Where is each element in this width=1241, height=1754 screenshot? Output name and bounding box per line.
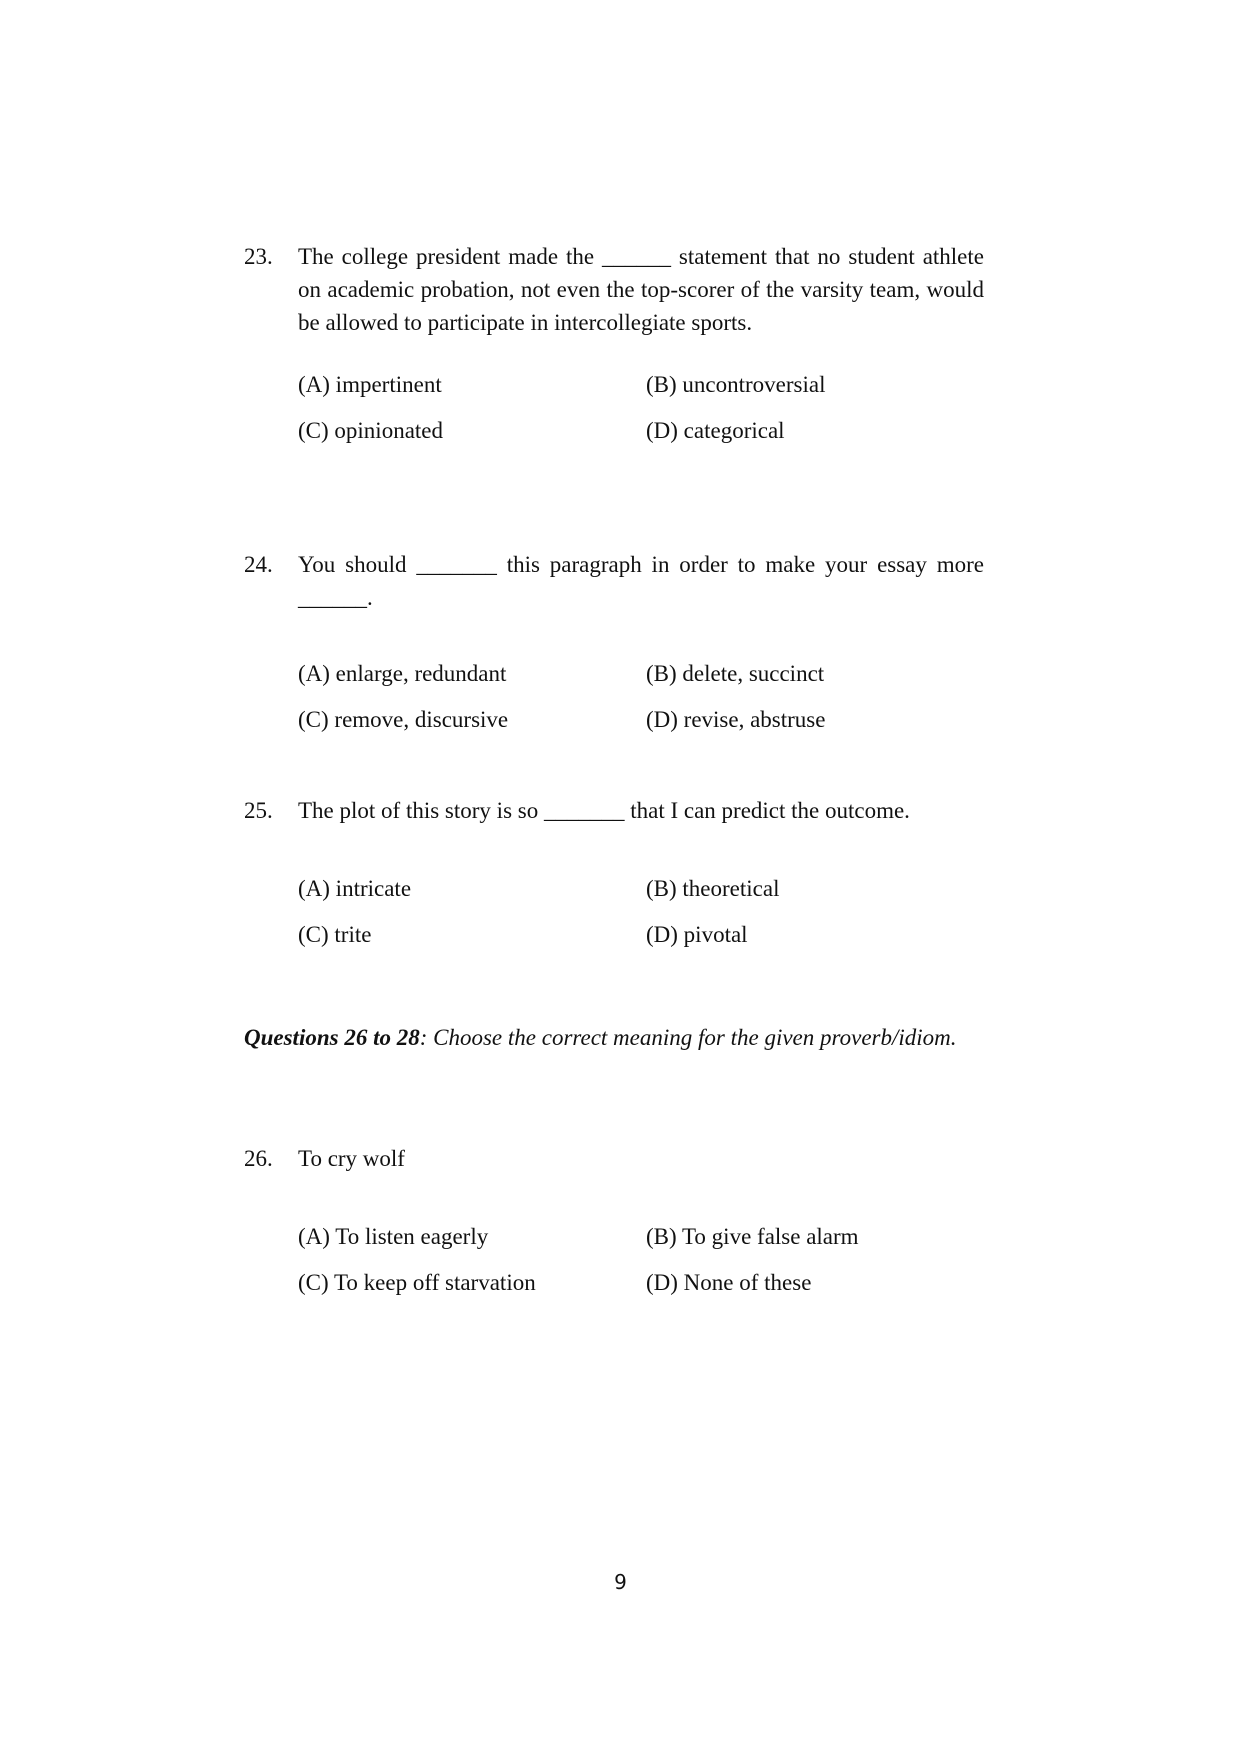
option-d: (D) None of these: [646, 1270, 812, 1295]
options-24: [298, 657, 998, 749]
question-number: 23.: [244, 244, 273, 269]
question-23: [244, 240, 984, 339]
options-23: [298, 368, 998, 460]
question-number: 25.: [244, 798, 273, 823]
question-number: 26.: [244, 1146, 273, 1171]
question-25: [244, 794, 984, 827]
option-b: (B) theoretical: [646, 876, 780, 901]
option-row: [298, 872, 998, 918]
option-c: (C) opinionated: [298, 418, 443, 443]
option-d: (D) revise, abstruse: [646, 707, 826, 732]
question-text: To cry wolf: [298, 1146, 405, 1171]
instruction-lead: Questions 26 to 28: [244, 1025, 420, 1050]
option-a: (A) To listen eagerly: [298, 1224, 489, 1249]
option-row: [298, 1220, 998, 1266]
option-a: (A) impertinent: [298, 372, 442, 397]
question-text: You should _______ this paragraph in order to make your essay more ______.: [298, 552, 984, 610]
options-26: [298, 1220, 998, 1312]
question-24: [244, 548, 984, 614]
instruction-text: : Choose the correct meaning for the given proverb/idiom.: [419, 1025, 957, 1050]
option-row: [298, 657, 998, 703]
page-number: 9: [614, 1570, 627, 1594]
question-number: 24.: [244, 552, 273, 577]
option-b: (B) delete, succinct: [646, 661, 825, 686]
option-row: [298, 703, 998, 749]
option-row: [298, 368, 998, 414]
option-a: (A) enlarge, redundant: [298, 661, 507, 686]
option-d: (D) categorical: [646, 418, 785, 443]
option-a: (A) intricate: [298, 876, 412, 901]
option-b: (B) To give false alarm: [646, 1224, 859, 1249]
option-b: (B) uncontroversial: [646, 372, 826, 397]
option-c: (C) remove, discursive: [298, 707, 509, 732]
options-25: [298, 872, 998, 964]
question-26: [244, 1142, 984, 1175]
option-row: [298, 414, 998, 460]
option-c: (C) To keep off starvation: [298, 1270, 536, 1295]
question-text: The plot of this story is so _______ that I can predict the outcome.: [298, 798, 910, 823]
section-instruction: [244, 1021, 984, 1055]
question-text: The college president made the ______ statement that no student athlete on academic probation, not even the top-scorer of the varsity team, would be allowed to participate in intercollegiate sports.: [298, 244, 984, 335]
option-d: (D) pivotal: [646, 922, 748, 947]
option-c: (C) trite: [298, 922, 372, 947]
option-row: [298, 1266, 998, 1312]
option-row: [298, 918, 998, 964]
